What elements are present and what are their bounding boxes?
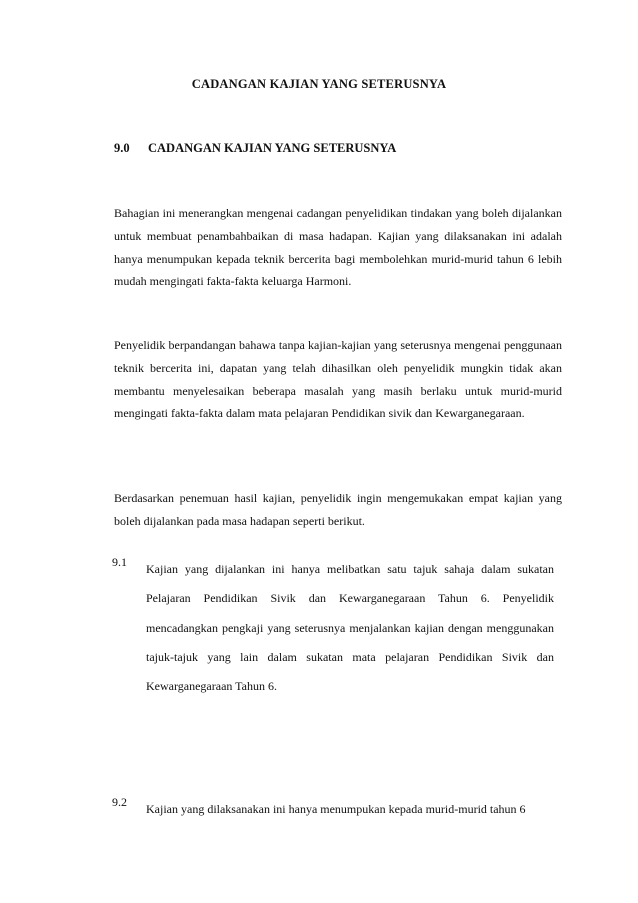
list-item [112, 795, 562, 824]
paragraph-rationale: Penyelidik berpandangan bahawa tanpa kajian-kajian yang seterusnya mengenai penggunaan teknik bercerita ini, dapatan yang telah dihasilkan oleh penyelidik mungkin tidak akan membantu menyelesaikan beberapa masalah yang masih berlaku untuk murid-murid mengingati fakta-fakta dalam mata pelajaran Pendidikan sivik dan Kewarganegaraan. [114, 338, 562, 421]
paragraph-proposals-intro: Berdasarkan penemuan hasil kajian, penyelidik ingin mengemukakan empat kajian yang boleh dijalankan pada masa hadapan seperti berikut. [114, 491, 562, 528]
page-title: CADANGAN KAJIAN YANG SETERUSNYA [191, 77, 447, 91]
section-number: 9.0 [114, 141, 130, 155]
list-item-number: 9.2 [112, 795, 127, 809]
list-item [112, 555, 562, 701]
list-item-text: Kajian yang dijalankan ini hanya melibatkan satu tajuk sahaja dalam sukatan Pelajaran Pendidikan Sivik dan Kewarganegaraan Tahun 6. Penyelidik mencadangkan pengkaji yang seterusnya menjalankan kajian dengan menggunakan tajuk-tajuk yang lain dalam sukatan mata pelajaran Pendidikan Sivik dan Kewarganegaraan Tahun 6. [146, 562, 554, 694]
section-heading-text: CADANGAN KAJIAN YANG SETERUSNYA [148, 141, 397, 155]
section-heading [114, 141, 396, 156]
paragraph-intro: Bahagian ini menerangkan mengenai cadangan penyelidikan tindakan yang boleh dijalankan untuk membuat penambahbaikan di masa hadapan. Kajian yang dilaksanakan ini adalah hanya menumpukan kepada teknik bercerita bagi membolehkan murid-murid tahun 6 lebih mudah mengingati fakta-fakta keluarga Harmoni. [114, 206, 562, 289]
list-item-number: 9.1 [112, 555, 127, 569]
list-item-text: Kajian yang dilaksanakan ini hanya menumpukan kepada murid-murid tahun 6 [146, 802, 526, 816]
